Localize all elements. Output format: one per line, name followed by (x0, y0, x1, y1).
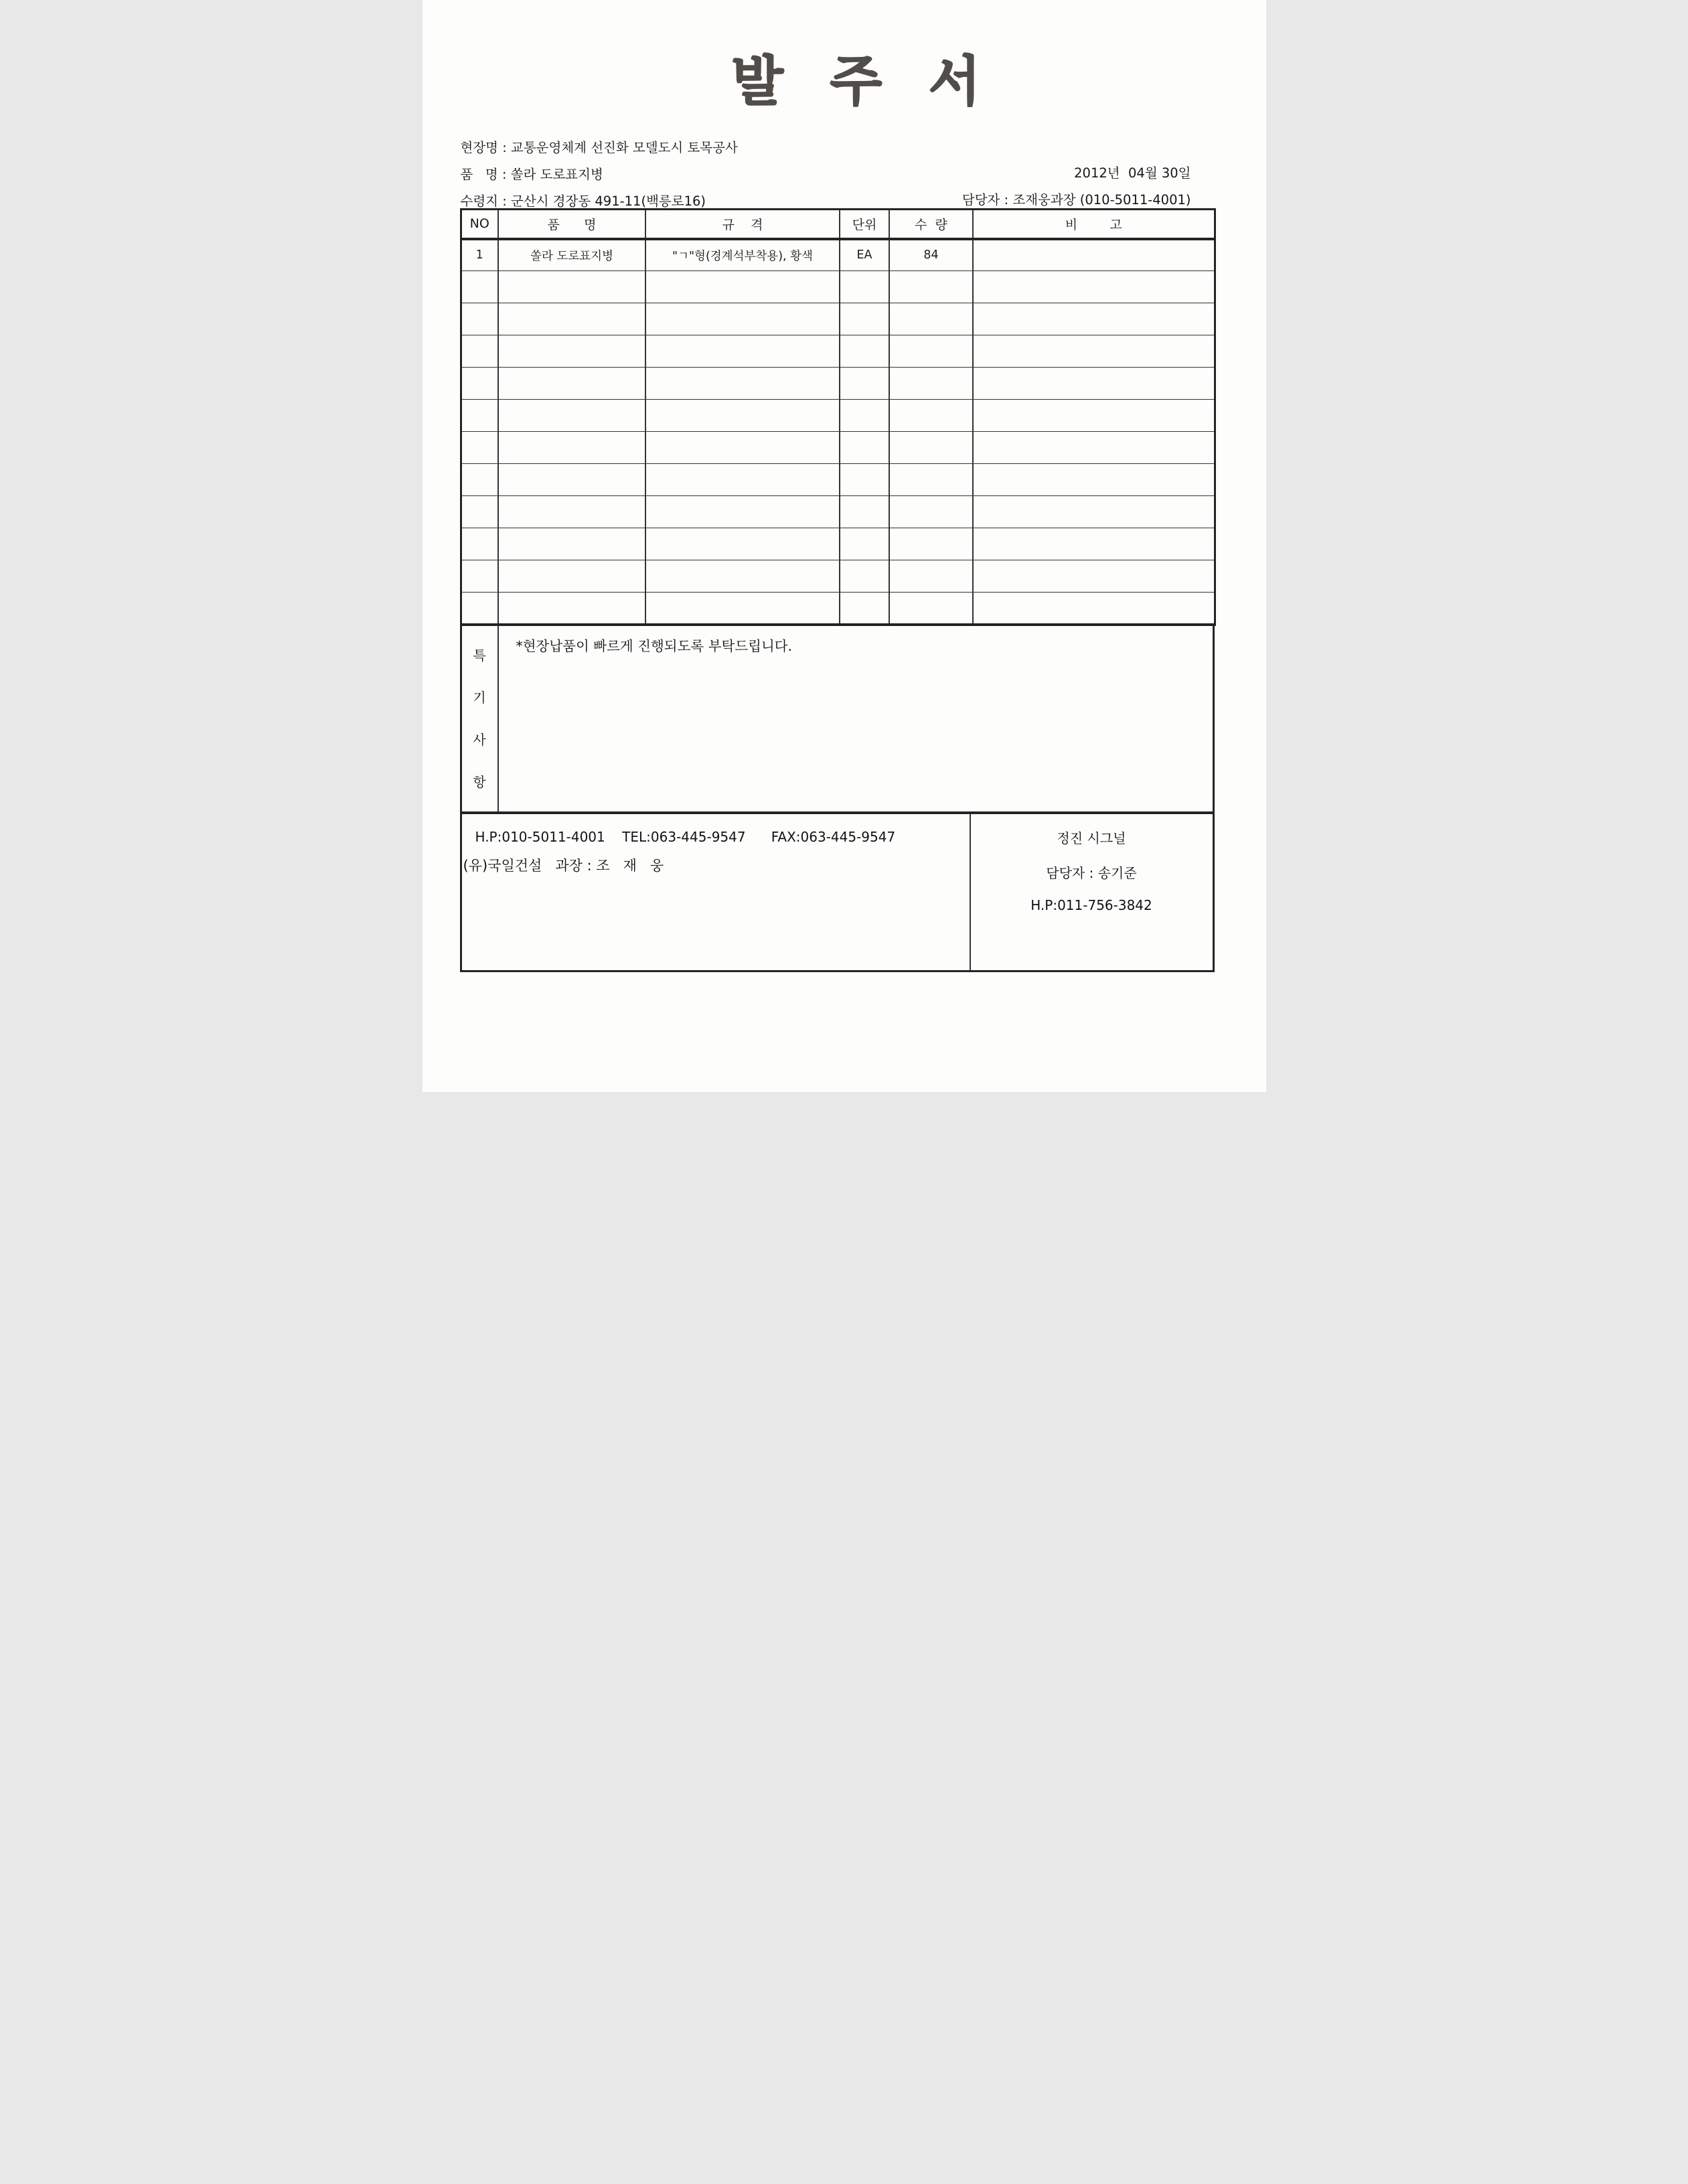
cell-name: 쏠라 도로표지병 (498, 239, 645, 271)
empty-cell (889, 593, 973, 625)
empty-cell (645, 593, 840, 625)
cell-no: 1 (461, 239, 498, 271)
empty-cell (461, 560, 498, 593)
supplier-manager-name: 담당자 : 송기준 (1046, 864, 1137, 881)
table-header (461, 210, 1215, 239)
empty-cell (973, 335, 1215, 368)
empty-cell (840, 303, 889, 335)
empty-cell (645, 271, 840, 303)
special-notes-label (462, 626, 499, 811)
col-header-spec: 규 격 (645, 210, 840, 239)
empty-cell (461, 464, 498, 496)
col-header-qty: 수 량 (889, 210, 973, 239)
cell-spec: "ㄱ"형(경계석부착용), 황색 (645, 239, 840, 271)
table-row-empty (461, 593, 1215, 625)
empty-cell (461, 271, 498, 303)
empty-cell (498, 496, 645, 528)
empty-cell (645, 528, 840, 560)
empty-cell (840, 432, 889, 464)
empty-cell (498, 593, 645, 625)
table-row-empty (461, 303, 1215, 335)
empty-cell (973, 432, 1215, 464)
empty-cell (498, 335, 645, 368)
empty-cell (498, 528, 645, 560)
special-notes-text: *현장납품이 빠르게 진행되도록 부탁드립니다. (516, 637, 793, 654)
supplier-phone: H.P:011-756-3842 (1030, 896, 1152, 913)
empty-cell (461, 335, 498, 368)
empty-cell (498, 303, 645, 335)
cell-unit: EA (840, 239, 889, 271)
supplier-footer-box (460, 814, 1215, 972)
empty-cell (889, 560, 973, 593)
orderer-contact-section (462, 814, 970, 970)
receiving-address-line: 수령지 : 군산시 경장동 491-11(백릉로16) (460, 193, 706, 209)
empty-cell (889, 303, 973, 335)
empty-cell (645, 560, 840, 593)
item-name-line: 품 명 : 쏠라 도로표지병 (460, 167, 603, 182)
table-row-empty (461, 560, 1215, 593)
empty-cell (840, 368, 889, 400)
orderer-manager-line: 담당자 : 조재웅과장 (010-5011-4001) (962, 192, 1191, 208)
notes-label-char: 사 (473, 732, 486, 749)
empty-cell (645, 335, 840, 368)
empty-cell (461, 528, 498, 560)
empty-cell (461, 303, 498, 335)
empty-cell (461, 496, 498, 528)
empty-cell (461, 400, 498, 432)
empty-cell (461, 368, 498, 400)
notes-label-char: 항 (473, 774, 486, 791)
empty-cell (498, 464, 645, 496)
empty-cell (973, 368, 1215, 400)
table-row-item-1 (461, 239, 1215, 271)
empty-cell (840, 271, 889, 303)
notes-label-char: 특 (473, 647, 486, 664)
empty-cell (889, 496, 973, 528)
empty-cell (840, 464, 889, 496)
table-row-empty (461, 271, 1215, 303)
empty-cell (645, 464, 840, 496)
empty-cell (889, 400, 973, 432)
col-header-name: 품 명 (498, 210, 645, 239)
empty-cell (973, 528, 1215, 560)
empty-cell (889, 335, 973, 368)
table-row-empty (461, 368, 1215, 400)
empty-cell (645, 368, 840, 400)
empty-cell (645, 496, 840, 528)
table-row-empty (461, 335, 1215, 368)
empty-cell (840, 593, 889, 625)
empty-cell (973, 560, 1215, 593)
table-row-empty (461, 496, 1215, 528)
empty-cell (840, 335, 889, 368)
table-row-empty (461, 464, 1215, 496)
empty-cell (498, 368, 645, 400)
table-row-empty (461, 432, 1215, 464)
empty-cell (498, 432, 645, 464)
purchase-order-document (423, 0, 1266, 1092)
empty-cell (889, 432, 973, 464)
empty-cell (645, 400, 840, 432)
document-title: 발주서 (731, 50, 1028, 112)
cell-note (973, 239, 1215, 271)
site-name-line: 현장명 : 교통운영체계 선진화 모델도시 토목공사 (460, 140, 738, 155)
empty-cell (840, 496, 889, 528)
empty-cell (973, 593, 1215, 625)
empty-cell (461, 432, 498, 464)
orderer-company-line: (유)국일건설 과장 : 조 재 웅 (463, 857, 664, 874)
notes-label-char: 기 (473, 689, 486, 706)
cell-qty: 84 (889, 239, 973, 271)
col-header-no: NO (461, 210, 498, 239)
empty-cell (840, 400, 889, 432)
order-items-table (460, 208, 1216, 626)
special-notes-box (460, 626, 1215, 814)
empty-cell (645, 303, 840, 335)
supplier-contact-section (970, 814, 1213, 970)
empty-cell (973, 496, 1215, 528)
order-table-body (461, 239, 1215, 625)
empty-cell (973, 271, 1215, 303)
supplier-company-name: 정진 시그널 (1057, 830, 1126, 846)
empty-cell (840, 528, 889, 560)
empty-cell (973, 303, 1215, 335)
empty-cell (889, 271, 973, 303)
order-date: 2012년 04월 30일 (1074, 165, 1191, 181)
empty-cell (889, 368, 973, 400)
table-row-empty (461, 528, 1215, 560)
empty-cell (889, 528, 973, 560)
orderer-phone-line: H.P:010-5011-4001 TEL:063-445-9547 FAX:063-445-9547 (475, 828, 896, 845)
table-row-empty (461, 400, 1215, 432)
empty-cell (645, 432, 840, 464)
empty-cell (498, 271, 645, 303)
empty-cell (840, 560, 889, 593)
order-main-block (460, 208, 1215, 972)
empty-cell (973, 400, 1215, 432)
empty-cell (498, 400, 645, 432)
empty-cell (498, 560, 645, 593)
table-header-row (461, 210, 1215, 239)
empty-cell (461, 593, 498, 625)
empty-cell (889, 464, 973, 496)
empty-cell (973, 464, 1215, 496)
col-header-note: 비 고 (973, 210, 1215, 239)
col-header-unit: 단위 (840, 210, 889, 239)
